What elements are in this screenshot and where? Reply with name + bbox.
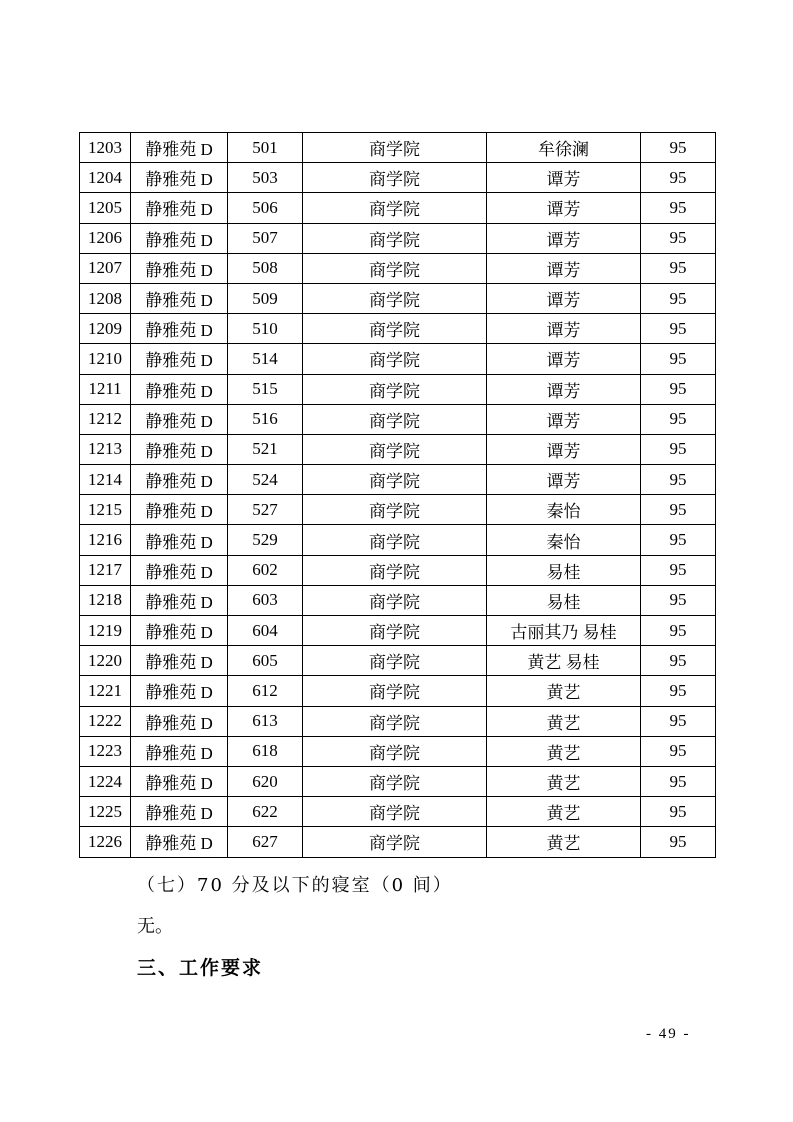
page-number: - 49 -	[646, 1026, 691, 1042]
counselor-cell: 谭芳	[487, 465, 641, 495]
table-row	[80, 585, 716, 615]
score-cell: 95	[641, 525, 716, 555]
serial-number-cell: 1221	[80, 676, 131, 706]
table-row	[80, 827, 716, 857]
score-cell: 95	[641, 253, 716, 283]
serial-number-cell: 1206	[80, 223, 131, 253]
room-number-cell: 527	[228, 495, 303, 525]
room-number-cell: 506	[228, 193, 303, 223]
score-cell: 95	[641, 676, 716, 706]
score-cell: 95	[641, 374, 716, 404]
score-cell: 95	[641, 797, 716, 827]
counselor-cell: 谭芳	[487, 193, 641, 223]
counselor-cell: 秦怡	[487, 525, 641, 555]
counselor-cell: 黄艺	[487, 736, 641, 766]
college-cell: 商学院	[303, 555, 487, 585]
table-row	[80, 374, 716, 404]
score-cell: 95	[641, 404, 716, 434]
score-cell: 95	[641, 434, 716, 464]
table-row	[80, 434, 716, 464]
table-row	[80, 525, 716, 555]
building-cell: 静雅苑 D	[131, 253, 228, 283]
building-cell: 静雅苑 D	[131, 434, 228, 464]
counselor-cell: 谭芳	[487, 314, 641, 344]
table-row	[80, 736, 716, 766]
college-cell: 商学院	[303, 163, 487, 193]
score-cell: 95	[641, 223, 716, 253]
room-number-cell: 605	[228, 646, 303, 676]
score-cell: 95	[641, 555, 716, 585]
room-number-cell: 503	[228, 163, 303, 193]
score-cell: 95	[641, 133, 716, 163]
counselor-cell: 谭芳	[487, 163, 641, 193]
serial-number-cell: 1223	[80, 736, 131, 766]
building-cell: 静雅苑 D	[131, 314, 228, 344]
serial-number-cell: 1216	[80, 525, 131, 555]
serial-number-cell: 1225	[80, 797, 131, 827]
section-seven-title: （七）70 分及以下的寝室（0 间）	[137, 875, 453, 896]
table-row	[80, 555, 716, 585]
room-number-cell: 521	[228, 434, 303, 464]
serial-number-cell: 1217	[80, 555, 131, 585]
counselor-cell: 谭芳	[487, 374, 641, 404]
building-cell: 静雅苑 D	[131, 133, 228, 163]
serial-number-cell: 1220	[80, 646, 131, 676]
room-number-cell: 622	[228, 797, 303, 827]
room-number-cell: 613	[228, 706, 303, 736]
college-cell: 商学院	[303, 736, 487, 766]
serial-number-cell: 1205	[80, 193, 131, 223]
serial-number-cell: 1219	[80, 616, 131, 646]
college-cell: 商学院	[303, 676, 487, 706]
table-row	[80, 616, 716, 646]
building-cell: 静雅苑 D	[131, 495, 228, 525]
dormitory-score-table	[79, 132, 716, 858]
college-cell: 商学院	[303, 314, 487, 344]
building-cell: 静雅苑 D	[131, 797, 228, 827]
counselor-cell: 秦怡	[487, 495, 641, 525]
score-cell: 95	[641, 344, 716, 374]
room-number-cell: 604	[228, 616, 303, 646]
counselor-cell: 谭芳	[487, 253, 641, 283]
room-number-cell: 515	[228, 374, 303, 404]
building-cell: 静雅苑 D	[131, 163, 228, 193]
college-cell: 商学院	[303, 766, 487, 796]
building-cell: 静雅苑 D	[131, 525, 228, 555]
college-cell: 商学院	[303, 283, 487, 313]
room-number-cell: 612	[228, 676, 303, 706]
serial-number-cell: 1209	[80, 314, 131, 344]
serial-number-cell: 1212	[80, 404, 131, 434]
college-cell: 商学院	[303, 223, 487, 253]
table-row	[80, 766, 716, 796]
room-number-cell: 524	[228, 465, 303, 495]
table-row	[80, 797, 716, 827]
table-row	[80, 676, 716, 706]
building-cell: 静雅苑 D	[131, 616, 228, 646]
building-cell: 静雅苑 D	[131, 736, 228, 766]
score-cell: 95	[641, 495, 716, 525]
building-cell: 静雅苑 D	[131, 223, 228, 253]
table-row	[80, 344, 716, 374]
building-cell: 静雅苑 D	[131, 344, 228, 374]
college-cell: 商学院	[303, 827, 487, 857]
counselor-cell: 黄艺	[487, 706, 641, 736]
building-cell: 静雅苑 D	[131, 193, 228, 223]
counselor-cell: 易桂	[487, 585, 641, 615]
table-row	[80, 706, 716, 736]
table-row	[80, 283, 716, 313]
building-cell: 静雅苑 D	[131, 374, 228, 404]
building-cell: 静雅苑 D	[131, 555, 228, 585]
serial-number-cell: 1207	[80, 253, 131, 283]
table-row	[80, 193, 716, 223]
counselor-cell: 古丽其乃 易桂	[487, 616, 641, 646]
dormitory-score-table-body	[80, 133, 716, 858]
building-cell: 静雅苑 D	[131, 827, 228, 857]
serial-number-cell: 1203	[80, 133, 131, 163]
room-number-cell: 510	[228, 314, 303, 344]
counselor-cell: 牟徐澜	[487, 133, 641, 163]
college-cell: 商学院	[303, 646, 487, 676]
serial-number-cell: 1214	[80, 465, 131, 495]
room-number-cell: 501	[228, 133, 303, 163]
room-number-cell: 603	[228, 585, 303, 615]
counselor-cell: 谭芳	[487, 223, 641, 253]
college-cell: 商学院	[303, 797, 487, 827]
serial-number-cell: 1224	[80, 766, 131, 796]
score-cell: 95	[641, 163, 716, 193]
serial-number-cell: 1213	[80, 434, 131, 464]
building-cell: 静雅苑 D	[131, 646, 228, 676]
serial-number-cell: 1204	[80, 163, 131, 193]
room-number-cell: 627	[228, 827, 303, 857]
room-number-cell: 509	[228, 283, 303, 313]
counselor-cell: 黄艺	[487, 797, 641, 827]
score-cell: 95	[641, 585, 716, 615]
table-row	[80, 495, 716, 525]
building-cell: 静雅苑 D	[131, 465, 228, 495]
score-cell: 95	[641, 465, 716, 495]
room-number-cell: 618	[228, 736, 303, 766]
college-cell: 商学院	[303, 404, 487, 434]
building-cell: 静雅苑 D	[131, 706, 228, 736]
room-number-cell: 507	[228, 223, 303, 253]
college-cell: 商学院	[303, 253, 487, 283]
counselor-cell: 谭芳	[487, 283, 641, 313]
room-number-cell: 514	[228, 344, 303, 374]
room-number-cell: 516	[228, 404, 303, 434]
score-cell: 95	[641, 314, 716, 344]
score-cell: 95	[641, 827, 716, 857]
serial-number-cell: 1218	[80, 585, 131, 615]
college-cell: 商学院	[303, 434, 487, 464]
college-cell: 商学院	[303, 193, 487, 223]
serial-number-cell: 1210	[80, 344, 131, 374]
room-number-cell: 508	[228, 253, 303, 283]
serial-number-cell: 1222	[80, 706, 131, 736]
counselor-cell: 黄艺 易桂	[487, 646, 641, 676]
college-cell: 商学院	[303, 585, 487, 615]
counselor-cell: 易桂	[487, 555, 641, 585]
college-cell: 商学院	[303, 374, 487, 404]
college-cell: 商学院	[303, 495, 487, 525]
building-cell: 静雅苑 D	[131, 676, 228, 706]
college-cell: 商学院	[303, 133, 487, 163]
table-row	[80, 314, 716, 344]
building-cell: 静雅苑 D	[131, 283, 228, 313]
score-cell: 95	[641, 193, 716, 223]
counselor-cell: 谭芳	[487, 344, 641, 374]
college-cell: 商学院	[303, 706, 487, 736]
table-row	[80, 253, 716, 283]
counselor-cell: 黄艺	[487, 827, 641, 857]
serial-number-cell: 1211	[80, 374, 131, 404]
score-cell: 95	[641, 283, 716, 313]
room-number-cell: 529	[228, 525, 303, 555]
section-seven-body: 无。	[137, 916, 173, 937]
college-cell: 商学院	[303, 525, 487, 555]
score-cell: 95	[641, 766, 716, 796]
score-cell: 95	[641, 616, 716, 646]
room-number-cell: 602	[228, 555, 303, 585]
serial-number-cell: 1208	[80, 283, 131, 313]
table-row	[80, 404, 716, 434]
table-row	[80, 646, 716, 676]
score-cell: 95	[641, 646, 716, 676]
serial-number-cell: 1215	[80, 495, 131, 525]
counselor-cell: 谭芳	[487, 404, 641, 434]
building-cell: 静雅苑 D	[131, 585, 228, 615]
building-cell: 静雅苑 D	[131, 404, 228, 434]
serial-number-cell: 1226	[80, 827, 131, 857]
counselor-cell: 黄艺	[487, 766, 641, 796]
score-cell: 95	[641, 736, 716, 766]
table-row	[80, 465, 716, 495]
counselor-cell: 黄艺	[487, 676, 641, 706]
score-cell: 95	[641, 706, 716, 736]
building-cell: 静雅苑 D	[131, 766, 228, 796]
room-number-cell: 620	[228, 766, 303, 796]
counselor-cell: 谭芳	[487, 434, 641, 464]
section-three-heading: 三、工作要求	[137, 957, 264, 979]
college-cell: 商学院	[303, 616, 487, 646]
college-cell: 商学院	[303, 465, 487, 495]
table-row	[80, 163, 716, 193]
college-cell: 商学院	[303, 344, 487, 374]
table-row	[80, 133, 716, 163]
table-row	[80, 223, 716, 253]
